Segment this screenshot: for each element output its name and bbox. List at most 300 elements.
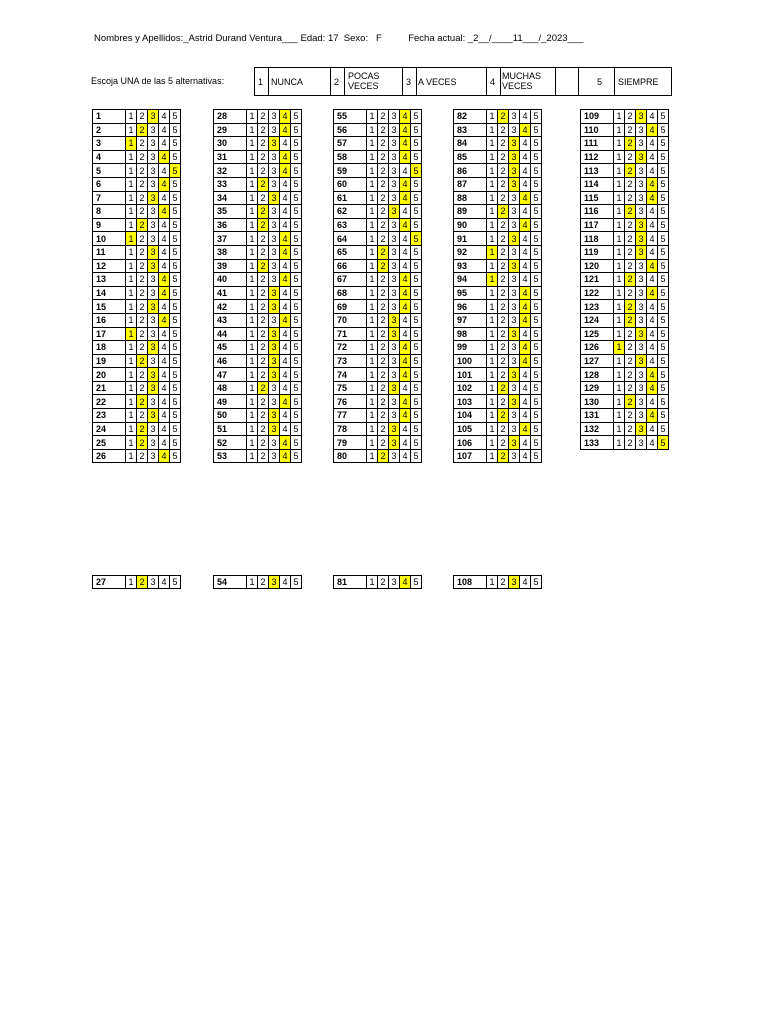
answer-option-cell[interactable]: 1 bbox=[367, 110, 378, 124]
answer-option-cell[interactable]: 4 bbox=[647, 422, 658, 436]
answer-option-cell[interactable]: 5 bbox=[658, 177, 669, 191]
selected-answer-cell[interactable]: 5 bbox=[170, 164, 181, 178]
selected-answer-cell[interactable]: 4 bbox=[520, 341, 531, 355]
answer-option-cell[interactable]: 2 bbox=[625, 436, 636, 450]
answer-option-cell[interactable]: 2 bbox=[498, 576, 509, 589]
selected-answer-cell[interactable]: 4 bbox=[400, 354, 411, 368]
answer-option-cell[interactable]: 1 bbox=[247, 191, 258, 205]
answer-option-cell[interactable]: 1 bbox=[367, 395, 378, 409]
selected-answer-cell[interactable]: 4 bbox=[520, 422, 531, 436]
answer-option-cell[interactable]: 4 bbox=[647, 395, 658, 409]
answer-option-cell[interactable]: 1 bbox=[614, 368, 625, 382]
answer-option-cell[interactable]: 5 bbox=[291, 191, 302, 205]
answer-option-cell[interactable]: 2 bbox=[378, 218, 389, 232]
answer-option-cell[interactable]: 5 bbox=[658, 381, 669, 395]
answer-option-cell[interactable]: 3 bbox=[636, 205, 647, 219]
answer-option-cell[interactable]: 3 bbox=[389, 110, 400, 124]
answer-option-cell[interactable]: 3 bbox=[509, 218, 520, 232]
answer-option-cell[interactable]: 3 bbox=[269, 436, 280, 450]
answer-option-cell[interactable]: 1 bbox=[247, 395, 258, 409]
selected-answer-cell[interactable]: 4 bbox=[280, 273, 291, 287]
selected-answer-cell[interactable]: 3 bbox=[636, 150, 647, 164]
answer-option-cell[interactable]: 1 bbox=[487, 327, 498, 341]
answer-option-cell[interactable]: 1 bbox=[247, 436, 258, 450]
selected-answer-cell[interactable]: 3 bbox=[269, 286, 280, 300]
answer-option-cell[interactable]: 3 bbox=[389, 150, 400, 164]
selected-answer-cell[interactable]: 2 bbox=[137, 395, 148, 409]
answer-option-cell[interactable]: 5 bbox=[658, 273, 669, 287]
answer-option-cell[interactable]: 2 bbox=[378, 313, 389, 327]
answer-option-cell[interactable]: 4 bbox=[647, 164, 658, 178]
answer-option-cell[interactable]: 5 bbox=[291, 300, 302, 314]
answer-option-cell[interactable]: 1 bbox=[247, 177, 258, 191]
answer-option-cell[interactable]: 4 bbox=[400, 381, 411, 395]
answer-option-cell[interactable]: 3 bbox=[636, 259, 647, 273]
answer-option-cell[interactable]: 4 bbox=[647, 300, 658, 314]
answer-option-cell[interactable]: 1 bbox=[126, 354, 137, 368]
selected-answer-cell[interactable]: 3 bbox=[389, 313, 400, 327]
selected-answer-cell[interactable]: 4 bbox=[280, 110, 291, 124]
answer-option-cell[interactable]: 3 bbox=[148, 395, 159, 409]
answer-option-cell[interactable]: 4 bbox=[647, 150, 658, 164]
answer-option-cell[interactable]: 2 bbox=[378, 164, 389, 178]
answer-option-cell[interactable]: 1 bbox=[247, 327, 258, 341]
answer-option-cell[interactable]: 4 bbox=[159, 576, 170, 589]
selected-answer-cell[interactable]: 4 bbox=[400, 137, 411, 151]
selected-answer-cell[interactable]: 4 bbox=[280, 395, 291, 409]
answer-option-cell[interactable]: 5 bbox=[531, 436, 542, 450]
selected-answer-cell[interactable]: 4 bbox=[400, 409, 411, 423]
answer-option-cell[interactable]: 2 bbox=[498, 286, 509, 300]
answer-option-cell[interactable]: 2 bbox=[378, 381, 389, 395]
answer-option-cell[interactable]: 1 bbox=[126, 409, 137, 423]
answer-option-cell[interactable]: 5 bbox=[411, 381, 422, 395]
selected-answer-cell[interactable]: 4 bbox=[647, 409, 658, 423]
answer-option-cell[interactable]: 3 bbox=[389, 232, 400, 246]
selected-answer-cell[interactable]: 2 bbox=[625, 313, 636, 327]
answer-option-cell[interactable]: 2 bbox=[378, 191, 389, 205]
answer-option-cell[interactable]: 4 bbox=[280, 354, 291, 368]
answer-option-cell[interactable]: 5 bbox=[531, 150, 542, 164]
answer-option-cell[interactable]: 5 bbox=[411, 395, 422, 409]
answer-option-cell[interactable]: 4 bbox=[280, 381, 291, 395]
selected-answer-cell[interactable]: 4 bbox=[647, 191, 658, 205]
answer-option-cell[interactable]: 4 bbox=[520, 449, 531, 463]
selected-answer-cell[interactable]: 2 bbox=[625, 300, 636, 314]
answer-option-cell[interactable]: 2 bbox=[498, 436, 509, 450]
answer-option-cell[interactable]: 3 bbox=[636, 164, 647, 178]
answer-option-cell[interactable]: 5 bbox=[411, 300, 422, 314]
selected-answer-cell[interactable]: 5 bbox=[411, 164, 422, 178]
selected-answer-cell[interactable]: 2 bbox=[625, 164, 636, 178]
selected-answer-cell[interactable]: 5 bbox=[658, 436, 669, 450]
answer-option-cell[interactable]: 3 bbox=[389, 259, 400, 273]
answer-option-cell[interactable]: 4 bbox=[280, 409, 291, 423]
selected-answer-cell[interactable]: 4 bbox=[280, 436, 291, 450]
answer-option-cell[interactable]: 2 bbox=[258, 449, 269, 463]
answer-option-cell[interactable]: 4 bbox=[647, 327, 658, 341]
answer-option-cell[interactable]: 2 bbox=[378, 327, 389, 341]
answer-option-cell[interactable]: 3 bbox=[636, 123, 647, 137]
answer-option-cell[interactable]: 5 bbox=[531, 191, 542, 205]
answer-option-cell[interactable]: 5 bbox=[291, 177, 302, 191]
answer-option-cell[interactable]: 5 bbox=[170, 150, 181, 164]
selected-answer-cell[interactable]: 3 bbox=[269, 300, 280, 314]
selected-answer-cell[interactable]: 4 bbox=[647, 368, 658, 382]
answer-option-cell[interactable]: 1 bbox=[367, 341, 378, 355]
answer-option-cell[interactable]: 3 bbox=[148, 150, 159, 164]
answer-option-cell[interactable]: 4 bbox=[520, 259, 531, 273]
answer-option-cell[interactable]: 3 bbox=[636, 409, 647, 423]
answer-option-cell[interactable]: 1 bbox=[126, 368, 137, 382]
selected-answer-cell[interactable]: 2 bbox=[137, 436, 148, 450]
selected-answer-cell[interactable]: 3 bbox=[148, 191, 159, 205]
answer-option-cell[interactable]: 4 bbox=[647, 313, 658, 327]
selected-answer-cell[interactable]: 3 bbox=[148, 409, 159, 423]
answer-option-cell[interactable]: 1 bbox=[126, 395, 137, 409]
answer-option-cell[interactable]: 3 bbox=[269, 395, 280, 409]
answer-option-cell[interactable]: 3 bbox=[148, 137, 159, 151]
selected-answer-cell[interactable]: 3 bbox=[148, 245, 159, 259]
answer-option-cell[interactable]: 1 bbox=[614, 395, 625, 409]
answer-option-cell[interactable]: 3 bbox=[509, 341, 520, 355]
answer-option-cell[interactable]: 5 bbox=[531, 137, 542, 151]
answer-option-cell[interactable]: 1 bbox=[247, 341, 258, 355]
selected-answer-cell[interactable]: 4 bbox=[159, 273, 170, 287]
answer-option-cell[interactable]: 2 bbox=[258, 313, 269, 327]
answer-option-cell[interactable]: 2 bbox=[625, 409, 636, 423]
answer-option-cell[interactable]: 1 bbox=[126, 286, 137, 300]
answer-option-cell[interactable]: 1 bbox=[614, 381, 625, 395]
answer-option-cell[interactable]: 4 bbox=[647, 341, 658, 355]
answer-option-cell[interactable]: 2 bbox=[258, 123, 269, 137]
answer-option-cell[interactable]: 5 bbox=[170, 191, 181, 205]
answer-option-cell[interactable]: 1 bbox=[367, 327, 378, 341]
answer-option-cell[interactable]: 5 bbox=[658, 368, 669, 382]
answer-option-cell[interactable]: 5 bbox=[531, 286, 542, 300]
answer-option-cell[interactable]: 5 bbox=[291, 150, 302, 164]
answer-option-cell[interactable]: 5 bbox=[291, 327, 302, 341]
selected-answer-cell[interactable]: 2 bbox=[625, 205, 636, 219]
answer-option-cell[interactable]: 2 bbox=[378, 150, 389, 164]
answer-option-cell[interactable]: 4 bbox=[647, 273, 658, 287]
answer-option-cell[interactable]: 5 bbox=[170, 286, 181, 300]
answer-option-cell[interactable]: 1 bbox=[367, 449, 378, 463]
selected-answer-cell[interactable]: 4 bbox=[520, 191, 531, 205]
selected-answer-cell[interactable]: 3 bbox=[509, 327, 520, 341]
answer-option-cell[interactable]: 4 bbox=[520, 395, 531, 409]
answer-option-cell[interactable]: 4 bbox=[159, 110, 170, 124]
selected-answer-cell[interactable]: 4 bbox=[400, 123, 411, 137]
answer-option-cell[interactable]: 5 bbox=[531, 354, 542, 368]
answer-option-cell[interactable]: 1 bbox=[367, 436, 378, 450]
answer-option-cell[interactable]: 2 bbox=[625, 123, 636, 137]
answer-option-cell[interactable]: 3 bbox=[148, 205, 159, 219]
answer-option-cell[interactable]: 1 bbox=[247, 232, 258, 246]
answer-option-cell[interactable]: 4 bbox=[159, 137, 170, 151]
answer-option-cell[interactable]: 5 bbox=[291, 218, 302, 232]
selected-answer-cell[interactable]: 2 bbox=[137, 422, 148, 436]
answer-option-cell[interactable]: 1 bbox=[614, 259, 625, 273]
answer-option-cell[interactable]: 3 bbox=[389, 449, 400, 463]
selected-answer-cell[interactable]: 2 bbox=[378, 245, 389, 259]
selected-answer-cell[interactable]: 2 bbox=[498, 205, 509, 219]
answer-option-cell[interactable]: 5 bbox=[658, 110, 669, 124]
selected-answer-cell[interactable]: 3 bbox=[269, 327, 280, 341]
answer-option-cell[interactable]: 1 bbox=[126, 110, 137, 124]
answer-option-cell[interactable]: 5 bbox=[291, 341, 302, 355]
answer-option-cell[interactable]: 1 bbox=[614, 245, 625, 259]
answer-option-cell[interactable]: 2 bbox=[625, 110, 636, 124]
answer-option-cell[interactable]: 3 bbox=[389, 137, 400, 151]
answer-option-cell[interactable]: 2 bbox=[137, 286, 148, 300]
answer-option-cell[interactable]: 5 bbox=[658, 286, 669, 300]
selected-answer-cell[interactable]: 2 bbox=[625, 273, 636, 287]
selected-answer-cell[interactable]: 4 bbox=[520, 313, 531, 327]
answer-option-cell[interactable]: 5 bbox=[170, 137, 181, 151]
selected-answer-cell[interactable]: 3 bbox=[148, 381, 159, 395]
answer-option-cell[interactable]: 5 bbox=[531, 395, 542, 409]
answer-option-cell[interactable]: 3 bbox=[509, 110, 520, 124]
answer-option-cell[interactable]: 1 bbox=[126, 191, 137, 205]
answer-option-cell[interactable]: 5 bbox=[411, 259, 422, 273]
answer-option-cell[interactable]: 5 bbox=[291, 409, 302, 423]
answer-option-cell[interactable]: 5 bbox=[411, 436, 422, 450]
answer-option-cell[interactable]: 1 bbox=[614, 123, 625, 137]
answer-option-cell[interactable]: 3 bbox=[509, 286, 520, 300]
answer-option-cell[interactable]: 5 bbox=[291, 422, 302, 436]
answer-option-cell[interactable]: 2 bbox=[625, 191, 636, 205]
answer-option-cell[interactable]: 3 bbox=[636, 137, 647, 151]
answer-option-cell[interactable]: 4 bbox=[520, 327, 531, 341]
selected-answer-cell[interactable]: 2 bbox=[498, 381, 509, 395]
answer-option-cell[interactable]: 4 bbox=[520, 273, 531, 287]
answer-option-cell[interactable]: 3 bbox=[636, 286, 647, 300]
answer-option-cell[interactable]: 5 bbox=[658, 137, 669, 151]
answer-option-cell[interactable]: 5 bbox=[531, 327, 542, 341]
answer-option-cell[interactable]: 2 bbox=[137, 205, 148, 219]
answer-option-cell[interactable]: 5 bbox=[170, 300, 181, 314]
answer-option-cell[interactable]: 1 bbox=[247, 259, 258, 273]
answer-option-cell[interactable]: 2 bbox=[258, 164, 269, 178]
answer-option-cell[interactable]: 1 bbox=[126, 300, 137, 314]
answer-option-cell[interactable]: 5 bbox=[411, 286, 422, 300]
answer-option-cell[interactable]: 4 bbox=[280, 368, 291, 382]
answer-option-cell[interactable]: 2 bbox=[137, 259, 148, 273]
answer-option-cell[interactable]: 1 bbox=[367, 177, 378, 191]
answer-option-cell[interactable]: 2 bbox=[137, 409, 148, 423]
answer-option-cell[interactable]: 4 bbox=[647, 232, 658, 246]
answer-option-cell[interactable]: 4 bbox=[520, 137, 531, 151]
selected-answer-cell[interactable]: 2 bbox=[137, 576, 148, 589]
answer-option-cell[interactable]: 1 bbox=[126, 576, 137, 589]
answer-option-cell[interactable]: 4 bbox=[520, 381, 531, 395]
answer-option-cell[interactable]: 5 bbox=[411, 313, 422, 327]
answer-option-cell[interactable]: 1 bbox=[487, 232, 498, 246]
selected-answer-cell[interactable]: 3 bbox=[269, 576, 280, 589]
answer-option-cell[interactable]: 5 bbox=[658, 422, 669, 436]
answer-option-cell[interactable]: 4 bbox=[520, 232, 531, 246]
selected-answer-cell[interactable]: 4 bbox=[280, 245, 291, 259]
answer-option-cell[interactable]: 4 bbox=[159, 409, 170, 423]
selected-answer-cell[interactable]: 3 bbox=[269, 422, 280, 436]
answer-option-cell[interactable]: 3 bbox=[269, 381, 280, 395]
answer-option-cell[interactable]: 3 bbox=[148, 354, 159, 368]
answer-option-cell[interactable]: 4 bbox=[159, 436, 170, 450]
selected-answer-cell[interactable]: 4 bbox=[647, 123, 658, 137]
answer-option-cell[interactable]: 4 bbox=[520, 150, 531, 164]
answer-option-cell[interactable]: 1 bbox=[614, 354, 625, 368]
answer-option-cell[interactable]: 1 bbox=[487, 205, 498, 219]
answer-option-cell[interactable]: 4 bbox=[520, 368, 531, 382]
answer-option-cell[interactable]: 1 bbox=[247, 422, 258, 436]
answer-option-cell[interactable]: 1 bbox=[487, 368, 498, 382]
answer-option-cell[interactable]: 5 bbox=[170, 273, 181, 287]
selected-answer-cell[interactable]: 1 bbox=[487, 245, 498, 259]
answer-option-cell[interactable]: 3 bbox=[269, 449, 280, 463]
answer-option-cell[interactable]: 1 bbox=[367, 191, 378, 205]
selected-answer-cell[interactable]: 3 bbox=[509, 436, 520, 450]
answer-option-cell[interactable]: 1 bbox=[126, 150, 137, 164]
answer-option-cell[interactable]: 2 bbox=[378, 232, 389, 246]
answer-option-cell[interactable]: 5 bbox=[170, 205, 181, 219]
answer-option-cell[interactable]: 5 bbox=[411, 368, 422, 382]
answer-option-cell[interactable]: 1 bbox=[367, 313, 378, 327]
answer-option-cell[interactable]: 3 bbox=[636, 300, 647, 314]
answer-option-cell[interactable]: 1 bbox=[126, 313, 137, 327]
answer-option-cell[interactable]: 4 bbox=[159, 422, 170, 436]
answer-option-cell[interactable]: 4 bbox=[159, 164, 170, 178]
selected-answer-cell[interactable]: 3 bbox=[389, 436, 400, 450]
answer-option-cell[interactable]: 5 bbox=[291, 368, 302, 382]
answer-option-cell[interactable]: 3 bbox=[389, 245, 400, 259]
answer-option-cell[interactable]: 2 bbox=[625, 150, 636, 164]
answer-option-cell[interactable]: 4 bbox=[520, 205, 531, 219]
answer-option-cell[interactable]: 5 bbox=[658, 313, 669, 327]
answer-option-cell[interactable]: 1 bbox=[487, 177, 498, 191]
selected-answer-cell[interactable]: 4 bbox=[400, 300, 411, 314]
answer-option-cell[interactable]: 1 bbox=[487, 422, 498, 436]
selected-answer-cell[interactable]: 3 bbox=[389, 205, 400, 219]
answer-option-cell[interactable]: 3 bbox=[509, 123, 520, 137]
answer-option-cell[interactable]: 3 bbox=[389, 177, 400, 191]
answer-option-cell[interactable]: 1 bbox=[247, 368, 258, 382]
selected-answer-cell[interactable]: 4 bbox=[647, 286, 658, 300]
answer-option-cell[interactable]: 1 bbox=[247, 300, 258, 314]
answer-option-cell[interactable]: 2 bbox=[137, 449, 148, 463]
answer-option-cell[interactable]: 5 bbox=[291, 436, 302, 450]
answer-option-cell[interactable]: 3 bbox=[269, 273, 280, 287]
answer-option-cell[interactable]: 3 bbox=[509, 409, 520, 423]
answer-option-cell[interactable]: 1 bbox=[367, 137, 378, 151]
answer-option-cell[interactable]: 3 bbox=[148, 313, 159, 327]
answer-option-cell[interactable]: 5 bbox=[291, 395, 302, 409]
answer-option-cell[interactable]: 2 bbox=[137, 381, 148, 395]
answer-option-cell[interactable]: 4 bbox=[280, 286, 291, 300]
answer-option-cell[interactable]: 4 bbox=[647, 110, 658, 124]
answer-option-cell[interactable]: 4 bbox=[280, 300, 291, 314]
answer-option-cell[interactable]: 5 bbox=[170, 245, 181, 259]
answer-option-cell[interactable]: 1 bbox=[487, 313, 498, 327]
selected-answer-cell[interactable]: 5 bbox=[411, 232, 422, 246]
answer-option-cell[interactable]: 1 bbox=[614, 150, 625, 164]
answer-option-cell[interactable]: 5 bbox=[291, 576, 302, 589]
answer-option-cell[interactable]: 5 bbox=[531, 449, 542, 463]
answer-option-cell[interactable]: 1 bbox=[487, 164, 498, 178]
answer-option-cell[interactable]: 5 bbox=[170, 409, 181, 423]
selected-answer-cell[interactable]: 4 bbox=[280, 150, 291, 164]
answer-option-cell[interactable]: 5 bbox=[531, 381, 542, 395]
answer-option-cell[interactable]: 1 bbox=[247, 576, 258, 589]
answer-option-cell[interactable]: 4 bbox=[400, 245, 411, 259]
answer-option-cell[interactable]: 1 bbox=[487, 381, 498, 395]
answer-option-cell[interactable]: 2 bbox=[378, 409, 389, 423]
answer-option-cell[interactable]: 5 bbox=[658, 409, 669, 423]
answer-option-cell[interactable]: 1 bbox=[487, 409, 498, 423]
answer-option-cell[interactable]: 5 bbox=[658, 354, 669, 368]
answer-option-cell[interactable]: 2 bbox=[137, 273, 148, 287]
selected-answer-cell[interactable]: 3 bbox=[509, 137, 520, 151]
answer-option-cell[interactable]: 1 bbox=[247, 150, 258, 164]
answer-option-cell[interactable]: 3 bbox=[269, 245, 280, 259]
selected-answer-cell[interactable]: 3 bbox=[636, 422, 647, 436]
answer-option-cell[interactable]: 3 bbox=[509, 449, 520, 463]
selected-answer-cell[interactable]: 4 bbox=[520, 286, 531, 300]
answer-option-cell[interactable]: 1 bbox=[367, 409, 378, 423]
answer-option-cell[interactable]: 5 bbox=[170, 123, 181, 137]
answer-option-cell[interactable]: 1 bbox=[367, 381, 378, 395]
selected-answer-cell[interactable]: 4 bbox=[280, 449, 291, 463]
answer-option-cell[interactable]: 2 bbox=[137, 150, 148, 164]
answer-option-cell[interactable]: 4 bbox=[280, 327, 291, 341]
answer-option-cell[interactable]: 4 bbox=[400, 422, 411, 436]
answer-option-cell[interactable]: 1 bbox=[367, 286, 378, 300]
answer-option-cell[interactable]: 2 bbox=[498, 341, 509, 355]
answer-option-cell[interactable]: 1 bbox=[487, 191, 498, 205]
answer-option-cell[interactable]: 2 bbox=[498, 177, 509, 191]
answer-option-cell[interactable]: 4 bbox=[280, 191, 291, 205]
answer-option-cell[interactable]: 3 bbox=[269, 110, 280, 124]
answer-option-cell[interactable]: 1 bbox=[247, 164, 258, 178]
answer-option-cell[interactable]: 3 bbox=[389, 409, 400, 423]
answer-option-cell[interactable]: 5 bbox=[658, 123, 669, 137]
answer-option-cell[interactable]: 4 bbox=[159, 354, 170, 368]
answer-option-cell[interactable]: 1 bbox=[247, 449, 258, 463]
answer-option-cell[interactable]: 3 bbox=[148, 422, 159, 436]
selected-answer-cell[interactable]: 4 bbox=[400, 286, 411, 300]
answer-option-cell[interactable]: 3 bbox=[389, 576, 400, 589]
answer-option-cell[interactable]: 2 bbox=[137, 300, 148, 314]
selected-answer-cell[interactable]: 3 bbox=[509, 232, 520, 246]
selected-answer-cell[interactable]: 1 bbox=[126, 137, 137, 151]
answer-option-cell[interactable]: 1 bbox=[614, 191, 625, 205]
answer-option-cell[interactable]: 4 bbox=[159, 123, 170, 137]
answer-option-cell[interactable]: 3 bbox=[636, 191, 647, 205]
answer-option-cell[interactable]: 2 bbox=[625, 232, 636, 246]
answer-option-cell[interactable]: 5 bbox=[170, 395, 181, 409]
selected-answer-cell[interactable]: 2 bbox=[498, 449, 509, 463]
answer-option-cell[interactable]: 3 bbox=[509, 245, 520, 259]
answer-option-cell[interactable]: 5 bbox=[531, 177, 542, 191]
selected-answer-cell[interactable]: 4 bbox=[400, 177, 411, 191]
answer-option-cell[interactable]: 5 bbox=[170, 422, 181, 436]
answer-option-cell[interactable]: 3 bbox=[389, 341, 400, 355]
answer-option-cell[interactable]: 3 bbox=[636, 341, 647, 355]
answer-option-cell[interactable]: 4 bbox=[647, 218, 658, 232]
answer-option-cell[interactable]: 5 bbox=[411, 576, 422, 589]
selected-answer-cell[interactable]: 1 bbox=[487, 273, 498, 287]
answer-option-cell[interactable]: 5 bbox=[411, 205, 422, 219]
